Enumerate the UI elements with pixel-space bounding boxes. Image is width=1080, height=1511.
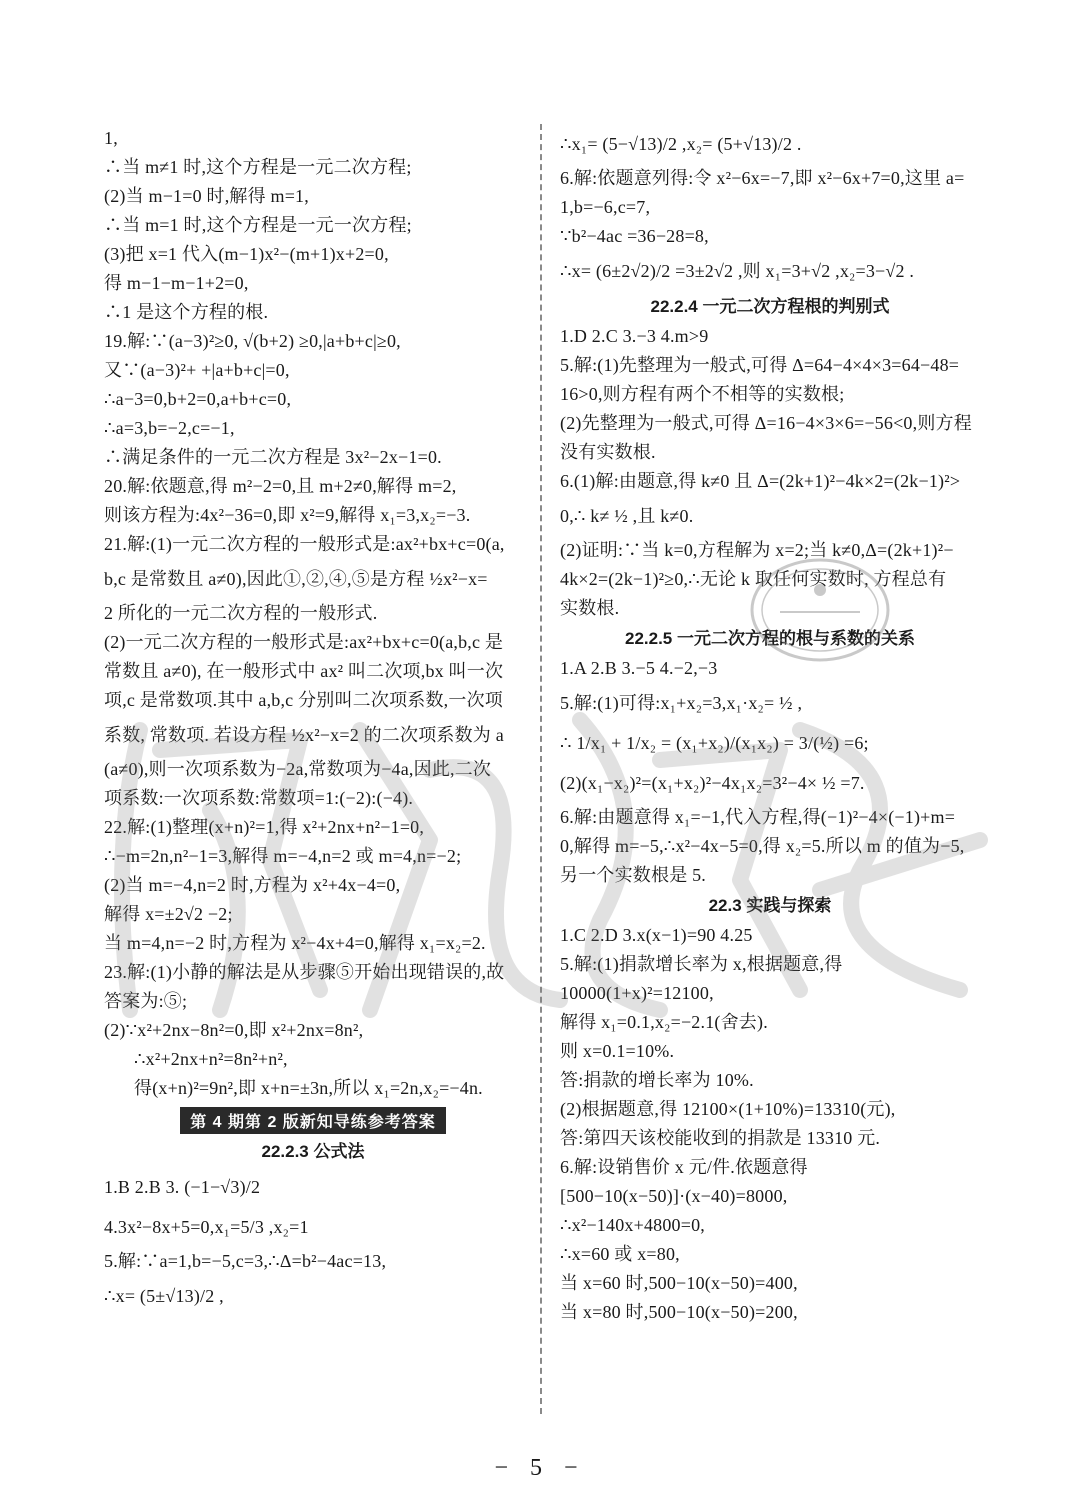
answer-line: (2)先整理为一般式,可得 Δ=16−4×3×6=−56<0,则方程 xyxy=(560,413,972,433)
answer-line: ∴1 是这个方程的根. xyxy=(104,302,269,322)
answer-line: 6.解:依题意列得:令 x²−6x=−7,即 x²−6x+7=0,这里 a= xyxy=(560,168,965,188)
answer-line: 项,c 是常数项.其中 a,b,c 分别叫二次项系数,一次项 xyxy=(104,690,503,710)
answer-line: (2)证明:∵当 k=0,方程解为 x=2;当 k≠0,Δ=(2k+1)²− xyxy=(560,540,954,560)
section-heading: 22.2.3 公式法 xyxy=(261,1142,365,1161)
answer-line: 4k×2=(2k−1)²≥0,∴无论 k 取任何实数时, 方程总有 xyxy=(560,569,947,589)
answer-line: ∴x= (6±2√2)/2 =3±2√2 ,则 x₁=3+√2 ,x₂=3−√2 . xyxy=(560,261,915,281)
answer-line: 答:第四天该校能收到的捐款是 13310 元. xyxy=(560,1128,881,1148)
answer-line: ∴x₁= (5−√13)/2 ,x₂= (5+√13)/2 . xyxy=(560,134,802,154)
answer-line: 当 x=60 时,500−10(x−50)=400, xyxy=(560,1273,798,1293)
answer-line: 6.(1)解:由题意,得 k≠0 且 Δ=(2k+1)²−4k×2=(2k−1)²> xyxy=(560,471,961,491)
answer-line: ∴满足条件的一元二次方程是 3x²−2x−1=0. xyxy=(104,447,442,467)
answer-line: (3)把 x=1 代入(m−1)x²−(m+1)x+2=0, xyxy=(104,244,389,264)
answer-line: b,c 是常数且 a≠0),因此①,②,④,⑤是方程 ½x²−x= xyxy=(104,569,488,589)
answer-line: 0,解得 m=−5,∴x²−4x−5=0,得 x₂=5.所以 m 的值为−5, xyxy=(560,836,965,856)
answer-line: 2 所化的一元二次方程的一般形式. xyxy=(104,603,378,623)
answer-line: 项系数:一次项系数:常数项=1:(−2):(−4). xyxy=(104,788,414,808)
answer-line: 又∵(a−3)²+ +|a+b+c|=0, xyxy=(104,360,290,380)
answer-line: 19.解:∵(a−3)²≥0, √(b+2) ≥0,|a+b+c|≥0, xyxy=(104,331,401,351)
answer-line: 21.解:(1)一元二次方程的一般形式是:ax²+bx+c=0(a, xyxy=(104,534,505,554)
answer-line: 16>0,则方程有两个不相等的实数根; xyxy=(560,384,845,404)
answer-line: ∴x²−140x+4800=0, xyxy=(560,1215,706,1235)
answer-line: 6.解:由题意得 x₁=−1,代入方程,得(−1)²−4×(−1)+m= xyxy=(560,807,956,827)
answer-line: 23.解:(1)小静的解法是从步骤⑤开始出现错误的,故 xyxy=(104,962,505,982)
answer-line: 5.解:(1)先整理为一般式,可得 Δ=64−4×4×3=64−48= xyxy=(560,355,960,375)
answer-line: 则该方程为:4x²−36=0,即 x²=9,解得 x₁=3,x₂=−3. xyxy=(104,505,471,525)
answer-line: 5.解:(1)捐款增长率为 x,根据题意,得 xyxy=(560,954,843,974)
section-heading: 22.2.5 一元二次方程的根与系数的关系 xyxy=(625,629,915,648)
answer-line: 没有实数根. xyxy=(560,442,656,462)
answer-line: 1, xyxy=(104,128,118,148)
answer-line: (2)(x₁−x₂)²=(x₁+x₂)²−4x₁x₂=3²−4× ½ =7. xyxy=(560,773,865,793)
answer-line: 4.3x²−8x+5=0,x₁=5/3 ,x₂=1 xyxy=(104,1217,309,1237)
answer-line: 答案为:⑤; xyxy=(104,991,188,1011)
answer-line: 答:捐款的增长率为 10%. xyxy=(560,1070,754,1090)
answer-line: 5.解:∵a=1,b=−5,c=3,∴Δ=b²−4ac=13, xyxy=(104,1251,387,1271)
answer-line: 系数, 常数项. 若设方程 ½x²−x=2 的二次项系数为 a xyxy=(104,725,504,745)
column-divider xyxy=(540,124,542,1414)
answer-line: 则 x=0.1=10%. xyxy=(560,1041,675,1061)
answer-line: 解得 x=±2√2 −2; xyxy=(104,904,233,924)
answer-line: ∴x²+2nx+n²=8n²+n², xyxy=(134,1049,288,1069)
answer-line: (2)一元二次方程的一般形式是:ax²+bx+c=0(a,b,c 是 xyxy=(104,632,504,652)
section-heading: 22.2.4 一元二次方程根的判别式 xyxy=(650,297,890,316)
answer-line: 得(x+n)²=9n²,即 x+n=±3n,所以 x₁=2n,x₂=−4n. xyxy=(134,1078,483,1098)
answer-line: 1.D 2.C 3.−3 4.m>9 xyxy=(560,326,709,346)
answer-line: 10000(1+x)²=12100, xyxy=(560,983,714,1003)
answer-line: 常数且 a≠0), 在一般形式中 ax² 叫二次项,bx 叫一次 xyxy=(104,661,504,681)
answer-line: ∴a−3=0,b+2=0,a+b+c=0, xyxy=(104,389,292,409)
answer-line: (2)∵x²+2nx−8n²=0,即 x²+2nx=8n², xyxy=(104,1020,364,1040)
answer-line: (2)根据题意,得 12100×(1+10%)=13310(元), xyxy=(560,1099,896,1119)
answer-line: 得 m−1−m−1+2=0, xyxy=(104,273,249,293)
section-heading: 22.3 实践与探索 xyxy=(708,896,832,915)
answer-line: 1,b=−6,c=7, xyxy=(560,197,651,217)
answer-line: ∴当 m=1 时,这个方程是一元一次方程; xyxy=(104,215,412,235)
answer-line: 当 m=4,n=−2 时,方程为 x²−4x+4=0,解得 x₁=x₂=2. xyxy=(104,933,486,953)
answer-line: ∴x= (5±√13)/2 , xyxy=(104,1286,224,1306)
answer-line: 6.解:设销售价 x 元/件.依题意得 xyxy=(560,1157,808,1177)
answer-line: 1.B 2.B 3. (−1−√3)/2 xyxy=(104,1177,261,1197)
answer-line: 当 x=80 时,500−10(x−50)=200, xyxy=(560,1302,798,1322)
answer-line: 解得 x₁=0.1,x₂=−2.1(舍去). xyxy=(560,1012,768,1032)
answer-line: ∴−m=2n,n²−1=3,解得 m=−4,n=2 或 m=4,n=−2; xyxy=(104,846,462,866)
section-banner: 第 4 期第 2 版新知导练参考答案 xyxy=(180,1107,446,1134)
answer-line: (2)当 m=−4,n=2 时,方程为 x²+4x−4=0, xyxy=(104,875,401,895)
right-column xyxy=(560,124,980,1327)
answer-line: (a≠0),则一次项系数为−2a,常数项为−4a,因此,二次 xyxy=(104,759,492,779)
answer-line: (2)当 m−1=0 时,解得 m=1, xyxy=(104,186,309,206)
answer-line: 1.C 2.D 3.x(x−1)=90 4.25 xyxy=(560,925,753,945)
answer-line: 另一个实数根是 5. xyxy=(560,865,706,885)
answer-line: 22.解:(1)整理(x+n)²=1,得 x²+2nx+n²−1=0, xyxy=(104,817,425,837)
answer-line: 实数根. xyxy=(560,598,620,618)
answer-line: ∴ 1/x₁ + 1/x₂ = (x₁+x₂)/(x₁x₂) = 3/(½) =6; xyxy=(560,733,869,753)
answer-line: 1.A 2.B 3.−5 4.−2,−3 xyxy=(560,658,718,678)
answer-line: 0,∴ k≠ ½ ,且 k≠0. xyxy=(560,506,694,526)
answer-line: ∵b²−4ac =36−28=8, xyxy=(560,226,709,246)
answer-line: 20.解:依题意,得 m²−2=0,且 m+2≠0,解得 m=2, xyxy=(104,476,457,496)
page-number: − 5 − xyxy=(494,1455,586,1481)
answer-line: ∴a=3,b=−2,c=−1, xyxy=(104,418,235,438)
section-banner-wrap xyxy=(104,1107,522,1134)
answer-line: ∴当 m≠1 时,这个方程是一元二次方程; xyxy=(104,157,412,177)
answer-line: [500−10(x−50)]·(x−40)=8000, xyxy=(560,1186,788,1206)
answer-line: ∴x=60 或 x=80, xyxy=(560,1244,680,1264)
left-column xyxy=(104,124,522,1316)
stamp-seal xyxy=(745,550,895,670)
answer-line: 5.解:(1)可得:x₁+x₂=3,x₁·x₂= ½ , xyxy=(560,693,803,713)
